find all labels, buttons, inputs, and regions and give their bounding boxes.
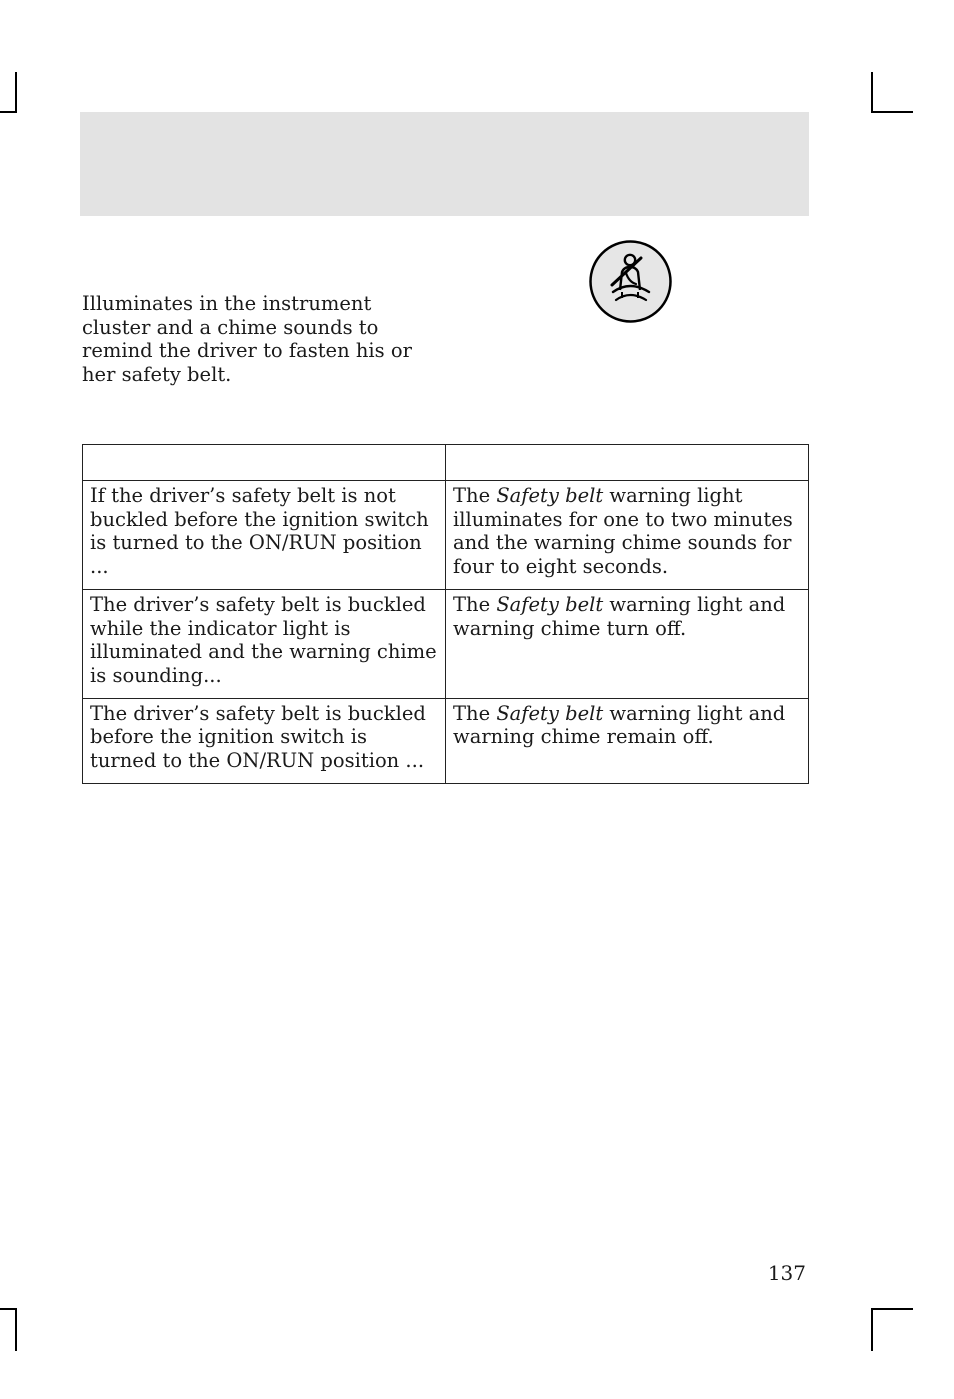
result-prefix: The <box>453 592 497 616</box>
page-number: 137 <box>767 1261 806 1285</box>
table-row <box>83 698 809 783</box>
table-header-row <box>83 445 809 481</box>
table-row <box>83 481 809 590</box>
crop-mark-bottom-right-h <box>871 1308 913 1310</box>
condition-cell: The driver’s safety belt is buckled before the ignition switch is turned to the ON/RUN position ... <box>83 698 446 783</box>
result-cell <box>446 698 809 783</box>
table-header-condition <box>83 445 446 481</box>
table-header-result <box>446 445 809 481</box>
crop-mark-top-right-v <box>871 72 873 113</box>
result-prefix: The <box>453 484 497 507</box>
crop-mark-bottom-right-v <box>871 1308 873 1351</box>
result-emphasis: Safety belt <box>496 592 604 616</box>
safety-belt-chime-table <box>82 444 809 784</box>
condition-cell: The driver’s safety belt is buckled while the indicator light is illuminated and the warning chime is sounding... <box>83 589 446 698</box>
result-suffix: warning light illuminates for one to two minutes and the warning chime sounds for four to eight seconds. <box>453 484 793 579</box>
crop-mark-bottom-left-v <box>15 1308 17 1351</box>
crop-mark-top-left-h <box>0 111 17 113</box>
result-suffix: warning light and warning chime turn off. <box>453 592 786 640</box>
crop-mark-top-left-v <box>15 72 17 113</box>
table-row <box>83 589 809 698</box>
result-prefix: The <box>453 701 497 725</box>
result-cell <box>446 589 809 698</box>
crop-mark-top-right-h <box>871 111 913 113</box>
condition-cell: If the driver’s safety belt is not buckled before the ignition switch is turned to the ON/RUN position ... <box>83 481 446 590</box>
result-suffix: warning light and warning chime remain off. <box>453 701 786 749</box>
result-emphasis: Safety belt <box>496 484 604 507</box>
result-emphasis: Safety belt <box>496 701 604 725</box>
result-cell <box>446 481 809 590</box>
safety-belt-warning-icon <box>589 240 672 323</box>
intro-paragraph: Illuminates in the instrument cluster and a chime sounds to remind the driver to fasten his or her safety belt. <box>82 292 412 387</box>
section-header-band <box>80 112 809 216</box>
